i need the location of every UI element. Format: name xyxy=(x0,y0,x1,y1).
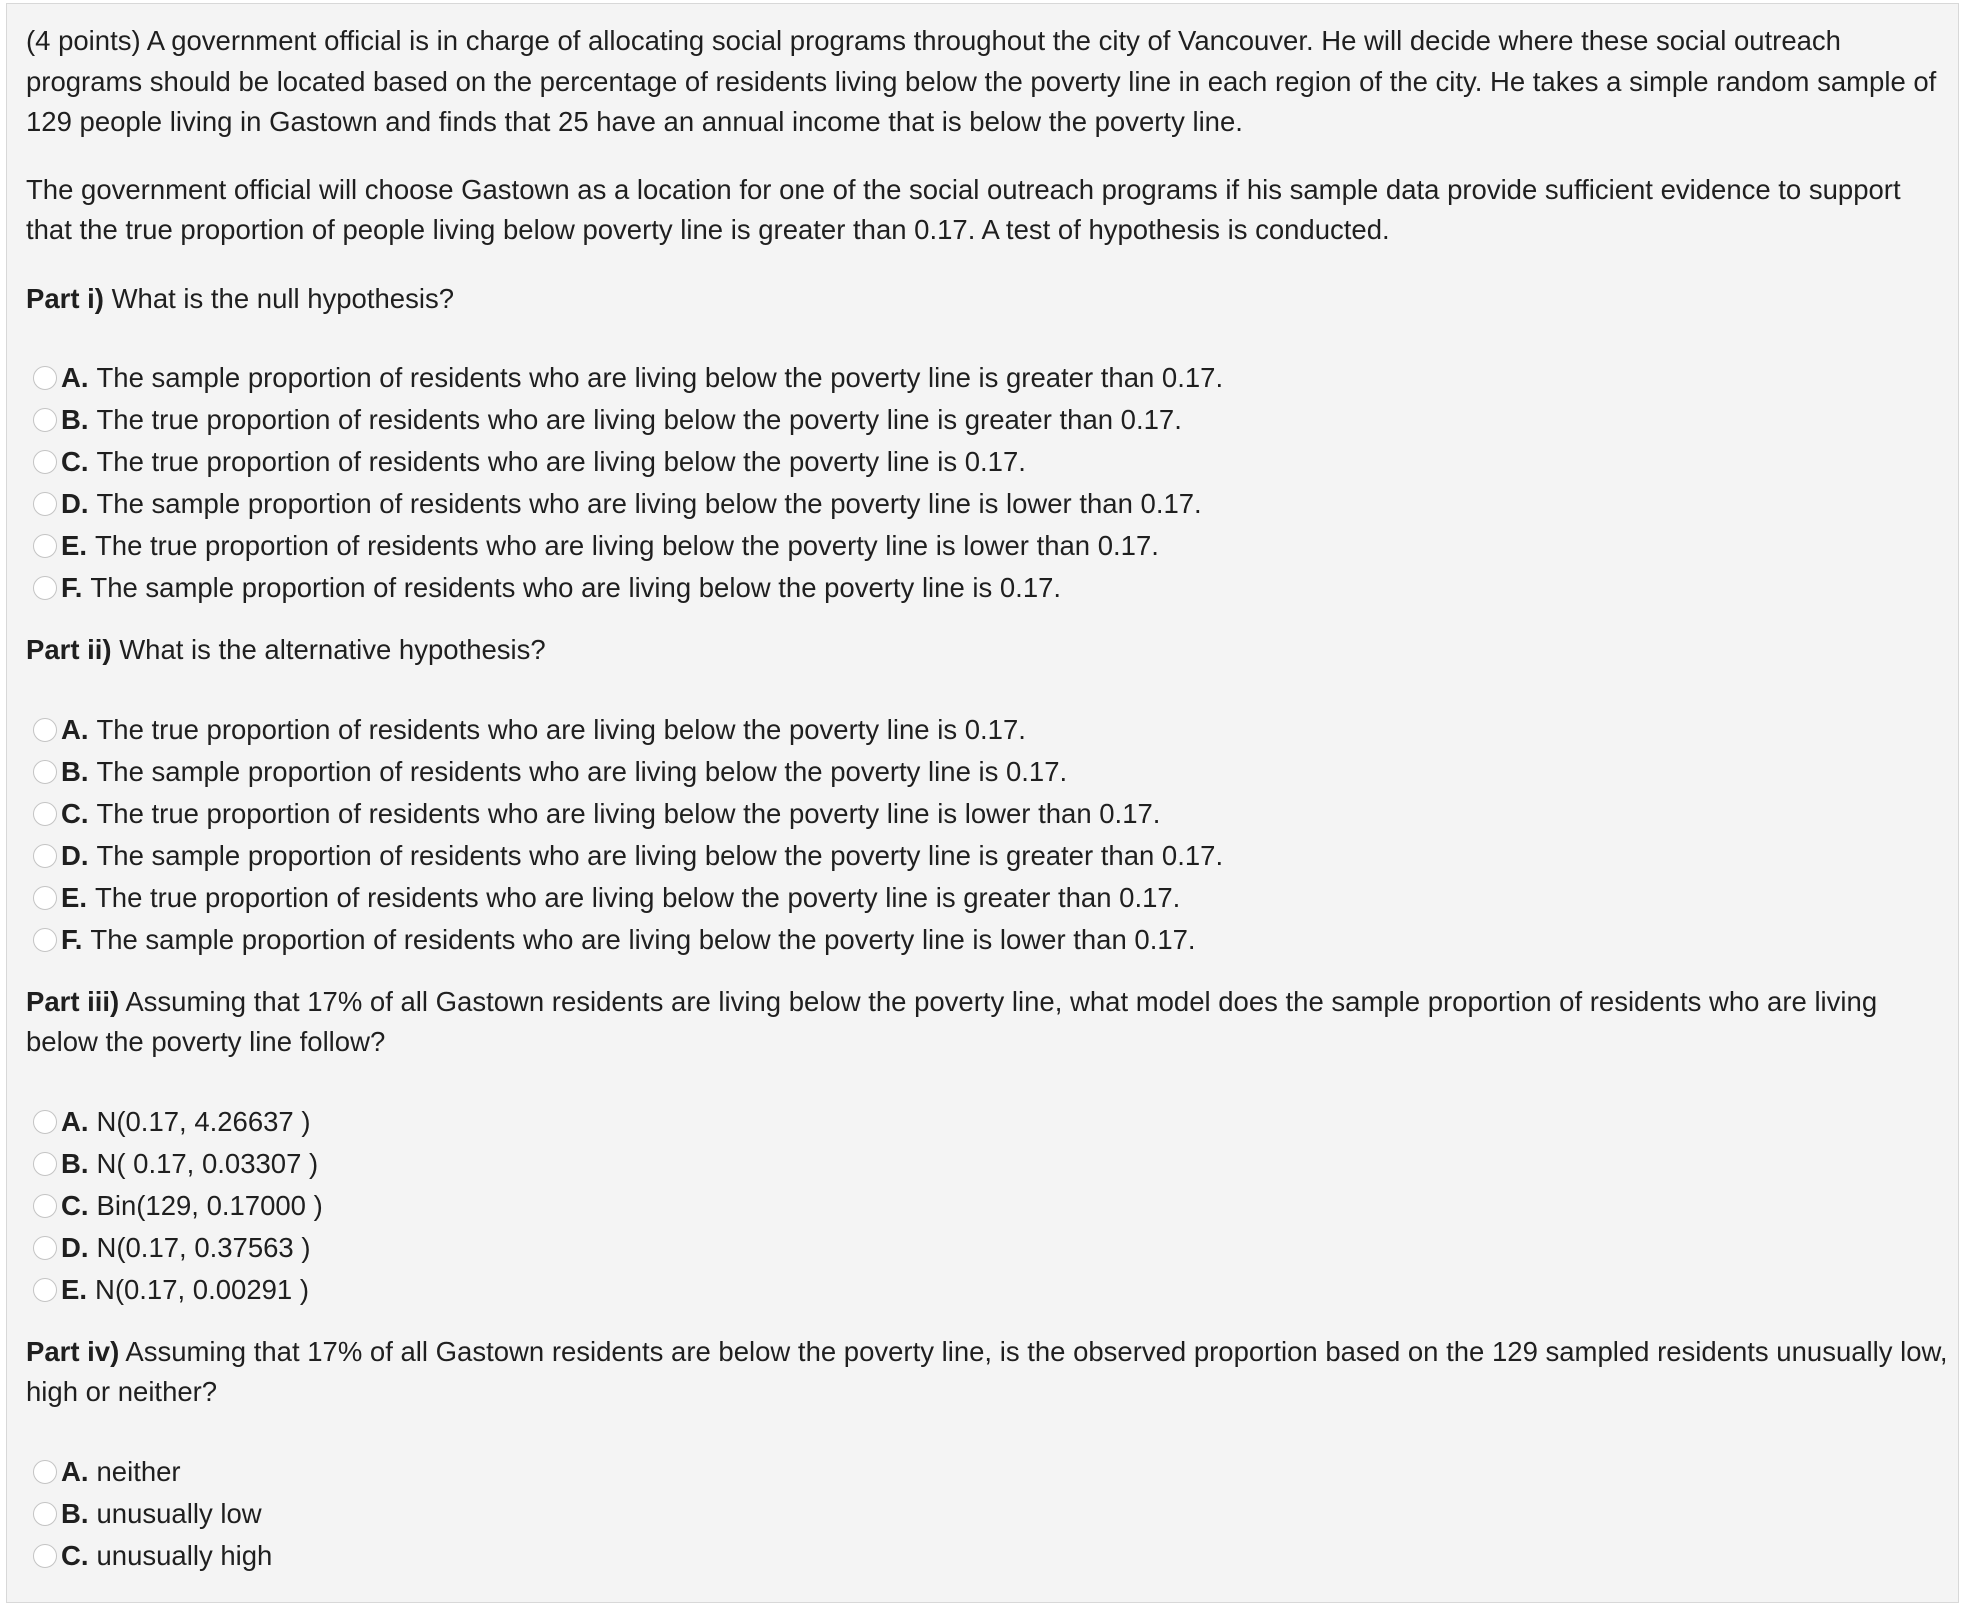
part-2-options xyxy=(26,709,1958,961)
radio-button[interactable] xyxy=(33,1502,57,1526)
option-text: The sample proportion of residents who are living below the poverty line is 0.17. xyxy=(96,755,1068,787)
option-text: The sample proportion of residents who are living below the poverty line is lower than 0.17. xyxy=(90,923,1196,955)
option-text: The true proportion of residents who are living below the poverty line is lower than 0.17. xyxy=(94,530,1159,561)
option-text: The true proportion of residents who are living below the poverty line is lower than 0.17. xyxy=(96,797,1161,829)
option-text: N(0.17, 0.37563 ) xyxy=(96,1231,311,1263)
radio-button[interactable] xyxy=(33,844,57,868)
option-letter: A. xyxy=(61,713,89,745)
radio-button[interactable] xyxy=(33,1194,57,1218)
option-letter: F. xyxy=(61,572,83,603)
radio-button[interactable] xyxy=(33,1544,57,1568)
part-4-question xyxy=(26,1332,1951,1413)
option-part-2-f[interactable] xyxy=(26,919,1958,961)
option-letter: C. xyxy=(61,797,89,829)
option-part-2-d[interactable] xyxy=(26,835,1958,877)
radio-button[interactable] xyxy=(33,928,57,952)
option-part-3-a[interactable] xyxy=(26,1101,1958,1143)
option-letter: E. xyxy=(61,1273,87,1305)
option-part-2-e[interactable] xyxy=(26,877,1958,919)
option-part-4-b[interactable] xyxy=(26,1493,1958,1535)
option-letter: D. xyxy=(61,1231,89,1263)
option-part-2-c[interactable] xyxy=(26,793,1958,835)
option-part-1-a[interactable] xyxy=(26,357,1958,399)
part-1-options xyxy=(26,357,1958,609)
radio-button[interactable] xyxy=(33,1278,57,1302)
option-part-3-e[interactable] xyxy=(26,1269,1958,1311)
part-3-label: Part iii) xyxy=(26,985,120,1017)
option-text: The true proportion of residents who are living below the poverty line is 0.17. xyxy=(96,446,1026,477)
radio-button[interactable] xyxy=(33,492,57,516)
question-panel xyxy=(6,3,1959,1603)
option-text: The true proportion of residents who are living below the poverty line is greater than 0.17. xyxy=(94,881,1181,913)
option-text: The sample proportion of residents who are living below the poverty line is greater than 0.17. xyxy=(96,839,1224,871)
part-1-question-text: What is the null hypothesis? xyxy=(103,282,454,314)
option-letter: A. xyxy=(61,1105,89,1137)
intro-paragraph-2: The government official will choose Gastown as a location for one of the social outreach programs if his sample data provide sufficient evidence to support that the true proportion of people living below poverty line is greater than 0.17. A test of hypothesis is conducted. xyxy=(26,173,1901,245)
option-letter: B. xyxy=(61,1497,89,1529)
option-text: Bin(129, 0.17000 ) xyxy=(96,1189,323,1221)
part-1-label: Part i) xyxy=(26,282,104,314)
option-part-3-b[interactable] xyxy=(26,1143,1958,1185)
radio-button[interactable] xyxy=(33,408,57,432)
radio-button[interactable] xyxy=(33,1236,57,1260)
option-letter: B. xyxy=(61,755,89,787)
part-2-question xyxy=(26,630,1951,671)
radio-button[interactable] xyxy=(33,1110,57,1134)
option-text: The sample proportion of residents who are living below the poverty line is lower than 0.17. xyxy=(96,488,1202,519)
radio-button[interactable] xyxy=(33,1460,57,1484)
option-letter: C. xyxy=(61,446,89,477)
option-text: The true proportion of residents who are living below the poverty line is greater than 0.17. xyxy=(96,404,1182,435)
option-text: N(0.17, 4.26637 ) xyxy=(96,1105,311,1137)
radio-button[interactable] xyxy=(33,534,57,558)
option-letter: E. xyxy=(61,881,87,913)
option-text: unusually high xyxy=(96,1539,273,1571)
part-3-question xyxy=(26,982,1951,1063)
radio-button[interactable] xyxy=(33,718,57,742)
radio-button[interactable] xyxy=(33,1152,57,1176)
option-letter: F. xyxy=(61,923,83,955)
option-part-3-c[interactable] xyxy=(26,1185,1958,1227)
option-part-1-b[interactable] xyxy=(26,399,1958,441)
option-text: unusually low xyxy=(96,1497,262,1529)
option-part-3-d[interactable] xyxy=(26,1227,1958,1269)
option-part-1-e[interactable] xyxy=(26,525,1958,567)
option-part-1-f[interactable] xyxy=(26,567,1958,609)
option-letter: A. xyxy=(61,1455,89,1487)
option-part-2-a[interactable] xyxy=(26,709,1958,751)
intro-paragraph-1: (4 points) A government official is in charge of allocating social programs throughout the city of Vancouver. He will decide where these social outreach programs should be located based on the percentage of residents living below the poverty line in each region of the city. He takes a simple random sample of 129 people living in Gastown and finds that 25 have an annual income that is below the poverty line. xyxy=(26,25,1937,137)
part-4-options xyxy=(26,1451,1958,1577)
part-3-question-text: Assuming that 17% of all Gastown residents are living below the poverty line, what model does the sample proportion of residents who are living below the poverty line follow? xyxy=(26,985,1878,1057)
part-2-label: Part ii) xyxy=(26,634,112,665)
part-4-question-text: Assuming that 17% of all Gastown residents are below the poverty line, is the observed proportion based on the 129 sampled residents unusually low, high or neither? xyxy=(26,1335,1948,1407)
radio-button[interactable] xyxy=(33,450,57,474)
option-text: N( 0.17, 0.03307 ) xyxy=(96,1147,319,1179)
option-part-2-b[interactable] xyxy=(26,751,1958,793)
option-text: The sample proportion of residents who are living below the poverty line is 0.17. xyxy=(90,572,1062,603)
radio-button[interactable] xyxy=(33,366,57,390)
option-text: The sample proportion of residents who are living below the poverty line is greater than 0.17. xyxy=(96,362,1224,393)
option-letter: A. xyxy=(61,362,89,393)
option-text: The true proportion of residents who are living below the poverty line is 0.17. xyxy=(96,713,1026,745)
option-letter: B. xyxy=(61,1147,89,1179)
option-part-1-c[interactable] xyxy=(26,441,1958,483)
radio-button[interactable] xyxy=(33,576,57,600)
option-letter: E. xyxy=(61,530,87,561)
option-text: neither xyxy=(96,1455,181,1487)
option-part-4-c[interactable] xyxy=(26,1535,1958,1577)
option-letter: C. xyxy=(61,1189,89,1221)
option-letter: D. xyxy=(61,488,89,519)
option-part-4-a[interactable] xyxy=(26,1451,1958,1493)
part-3-options xyxy=(26,1101,1958,1311)
part-2-question-text: What is the alternative hypothesis? xyxy=(111,634,546,665)
option-letter: D. xyxy=(61,839,89,871)
option-letter: B. xyxy=(61,404,89,435)
part-1-question xyxy=(26,279,1951,320)
option-letter: C. xyxy=(61,1539,89,1571)
radio-button[interactable] xyxy=(33,802,57,826)
option-part-1-d[interactable] xyxy=(26,483,1958,525)
radio-button[interactable] xyxy=(33,760,57,784)
option-text: N(0.17, 0.00291 ) xyxy=(94,1273,310,1305)
part-4-label: Part iv) xyxy=(26,1335,120,1367)
radio-button[interactable] xyxy=(33,886,57,910)
